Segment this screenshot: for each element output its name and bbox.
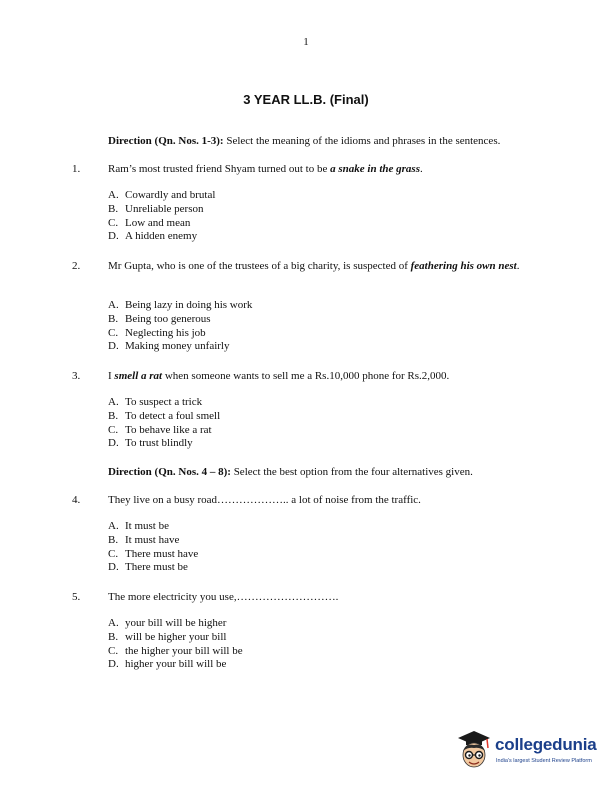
question-text — [108, 590, 548, 604]
option-c[interactable] — [108, 327, 508, 341]
option-letter: C. — [108, 423, 119, 436]
direction-label: Direction (Qn. Nos. 1-3): — [108, 135, 224, 147]
question-text-pre: They live on a busy road……………….. a lot of noise from the traffic. — [108, 494, 421, 506]
question-text-pre: Mr Gupta, who is one of the trustees of a big charity, is suspected of — [108, 260, 411, 272]
logo-tagline: India's largest Student Review Platform — [496, 758, 592, 764]
option-c[interactable] — [108, 645, 508, 659]
option-text: To behave like a rat — [125, 423, 212, 436]
option-text: Unreliable person — [125, 202, 204, 215]
option-d[interactable] — [108, 561, 508, 575]
question-text-pre: I — [108, 370, 115, 382]
student-mascot-icon — [454, 728, 494, 772]
option-b[interactable] — [108, 313, 508, 327]
option-text: To trust blindly — [125, 437, 193, 450]
option-text: Cowardly and brutal — [125, 189, 216, 201]
option-a[interactable] — [108, 189, 508, 203]
option-a[interactable] — [108, 299, 508, 313]
direction-label: Direction (Qn. Nos. 4 – 8): — [108, 466, 231, 478]
collegedunia-logo[interactable] — [450, 726, 600, 776]
option-text: It must be — [125, 520, 169, 532]
question-number: 5. — [72, 591, 81, 603]
option-text: There must be — [125, 561, 188, 574]
question-text-pre: Ram’s most trusted friend Shyam turned out to be — [108, 163, 331, 175]
option-text: There must have — [125, 547, 199, 560]
option-b[interactable] — [108, 203, 508, 217]
option-letter: D. — [108, 561, 119, 574]
question-text — [108, 162, 548, 176]
option-text: Being too generous — [125, 312, 211, 325]
option-letter: C. — [108, 326, 119, 339]
question-number: 3. — [72, 370, 81, 382]
direction-1 — [108, 134, 568, 148]
option-c[interactable] — [108, 424, 508, 438]
option-text: A hidden enemy — [125, 230, 198, 243]
option-text: the higher your bill will be — [125, 644, 243, 657]
option-letter: B. — [108, 630, 119, 643]
option-b[interactable] — [108, 631, 508, 645]
options-list — [108, 617, 508, 672]
option-letter: A. — [108, 189, 119, 201]
option-d[interactable] — [108, 658, 508, 672]
option-text: Making money unfairly — [125, 340, 230, 353]
direction-text: Select the meaning of the idioms and phrases in the sentences. — [223, 135, 501, 147]
question-text-post: . — [516, 260, 520, 272]
page-title: 3 YEAR LL.B. (Final) — [243, 92, 369, 107]
question-text — [108, 259, 548, 273]
idiom-phrase: a snake in the grass — [330, 163, 420, 175]
option-text: your bill will be higher — [125, 617, 227, 629]
question-text-post: when someone wants to sell me a Rs.10,000 phone for Rs.2,000. — [162, 370, 450, 382]
option-letter: A. — [108, 520, 119, 532]
options-list — [108, 189, 508, 244]
page-number: 1 — [303, 36, 309, 48]
option-text: will be higher your bill — [125, 630, 227, 643]
option-a[interactable] — [108, 396, 508, 410]
option-letter: D. — [108, 658, 119, 671]
direction-2 — [108, 465, 568, 479]
option-letter: A. — [108, 617, 119, 629]
option-letter: A. — [108, 396, 119, 408]
option-d[interactable] — [108, 230, 508, 244]
option-text: Neglecting his job — [125, 326, 206, 339]
option-letter: D. — [108, 230, 119, 243]
option-letter: A. — [108, 299, 119, 311]
options-list — [108, 520, 508, 575]
option-text: To detect a foul smell — [125, 409, 221, 422]
question-text — [108, 493, 548, 507]
option-letter: B. — [108, 312, 119, 325]
option-text: To suspect a trick — [125, 396, 203, 408]
option-a[interactable] — [108, 520, 508, 534]
option-b[interactable] — [108, 410, 508, 424]
option-d[interactable] — [108, 437, 508, 451]
question-number: 2. — [72, 260, 81, 272]
option-letter: D. — [108, 340, 119, 353]
option-letter: C. — [108, 644, 119, 657]
option-letter: D. — [108, 437, 119, 450]
option-letter: B. — [108, 533, 119, 546]
idiom-phrase: feathering his own nest — [410, 260, 517, 272]
option-c[interactable] — [108, 548, 508, 562]
direction-text: Select the best option from the four alternatives given. — [230, 466, 473, 478]
option-b[interactable] — [108, 534, 508, 548]
option-a[interactable] — [108, 617, 508, 631]
question-number: 4. — [72, 494, 81, 506]
question-text — [108, 369, 548, 383]
question-number: 1. — [72, 163, 81, 175]
options-list — [108, 299, 508, 354]
option-letter: C. — [108, 547, 119, 560]
option-text: higher your bill will be — [125, 658, 227, 671]
option-text: Low and mean — [125, 216, 191, 229]
option-letter: C. — [108, 216, 119, 229]
option-text: Being lazy in doing his work — [125, 299, 253, 311]
option-text: It must have — [125, 533, 180, 546]
idiom-phrase: smell a rat — [114, 370, 163, 382]
question-text-pre: The more electricity you use,………………………. — [108, 591, 339, 603]
options-list — [108, 396, 508, 451]
option-d[interactable] — [108, 340, 508, 354]
option-c[interactable] — [108, 217, 508, 231]
question-text-post: . — [419, 163, 423, 175]
option-letter: B. — [108, 202, 119, 215]
logo-name: collegedunia — [495, 735, 597, 754]
option-letter: B. — [108, 409, 119, 422]
